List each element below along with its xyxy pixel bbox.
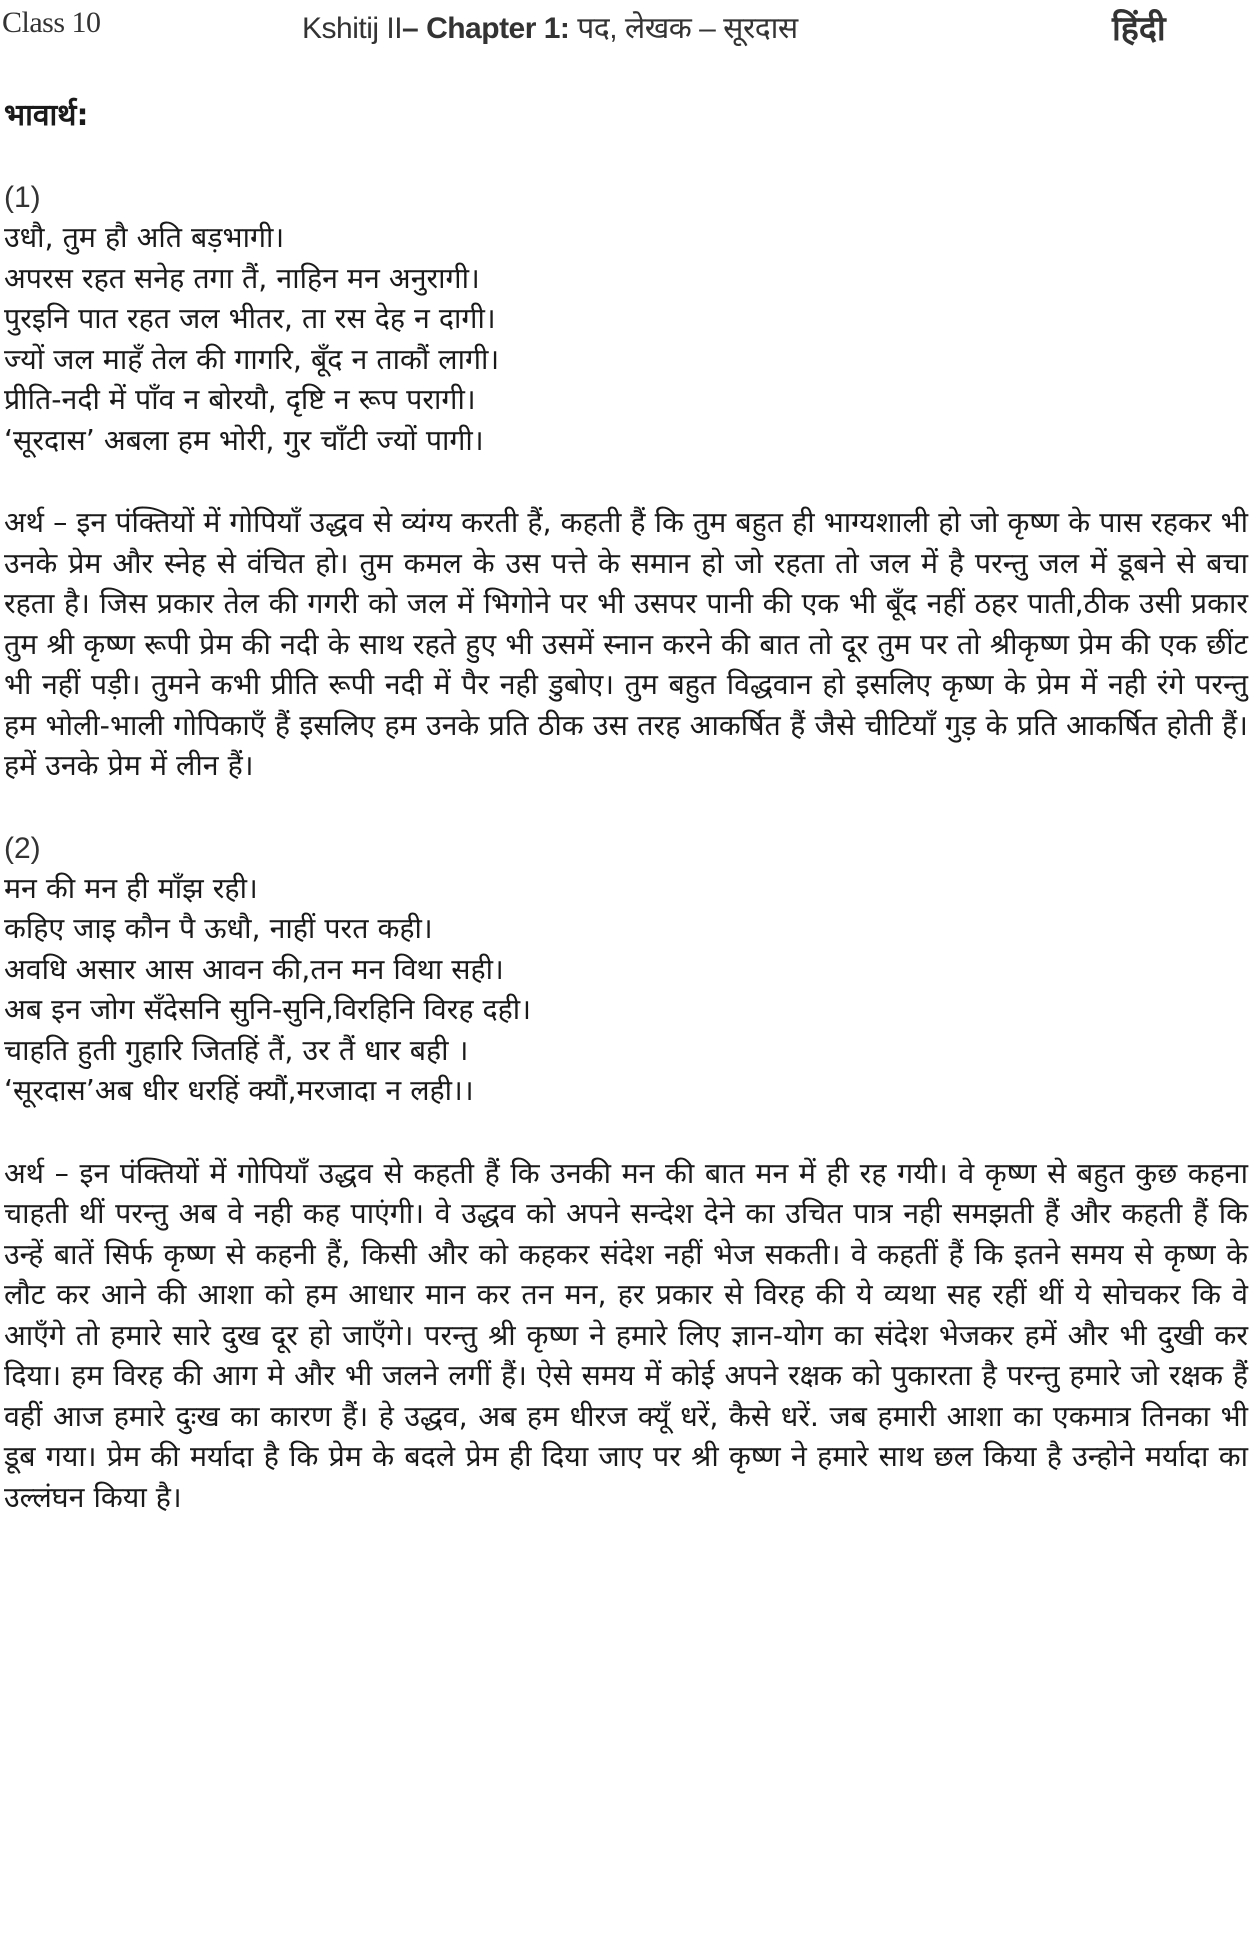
- subject-label: हिंदी: [1112, 10, 1166, 48]
- verse-line: ‘सूरदास’अब धीर धरहिं क्यौं,मरजादा न लही।।: [4, 1074, 474, 1107]
- verse-line: अवधि असार आस आवन की,तन मन विथा सही।: [4, 952, 504, 986]
- chapter-heading: [302, 6, 798, 47]
- verse-number: (2): [4, 831, 41, 865]
- verse-1: [4, 178, 1252, 461]
- verse-line: अब इन जोग सँदेसनि सुनि-सुनि,विरहिनि विरह दही।: [4, 993, 531, 1026]
- verse-line: प्रीति-नदी में पाँव न बोरयौ, दृष्टि न रूप परागी।: [4, 383, 476, 416]
- verse-line: ‘सूरदास’ अबला हम भोरी, गुर चाँटी ज्यों पागी।: [4, 423, 484, 457]
- class-label: Class 10: [2, 6, 101, 39]
- section-heading: भावार्थ:: [4, 98, 89, 133]
- verse-number: (1): [4, 181, 41, 214]
- verse-line: चाहति हुती गुहारि जितहिं तैं, उर तैं धार बही ।: [4, 1033, 469, 1067]
- chapter-title: पद, लेखक – सूरदास: [569, 12, 798, 45]
- document-body: [4, 96, 1252, 1560]
- header-separator: –: [402, 12, 427, 45]
- verse-line: उधौ, तुम हौ अति बड़भागी।: [4, 221, 285, 254]
- verse-line: पुरइनि पात रहत जल भीतर, ता रस देह न दागी।: [4, 302, 496, 335]
- verse-2-meaning: अर्थ – इन पंक्तियों में गोपियाँ उद्धव से कहती हैं कि उनकी मन की बात मन में ही रह गयी। वे कृष्ण से बहुत कुछ कहना चाहती थीं परन्तु अब वे नही कह पाएंगी। वे उद्धव को अपने सन्देश देने का उचित पात्र नही समझती हैं और कहती हैं कि उन्हें बातें सिर्फ कृष्ण से कहनी हैं, किसी और को कहकर संदेश नहीं भेज सकती। वे कहतीं हैं कि इतने समय से कृष्ण के लौट कर आने की आशा को हम आधार मान कर तन मन, हर प्रकार से विरह की ये व्यथा सह रहीं थीं ये सोचकर कि वे आएँगे तो हमारे सारे दुख दूर हो जाएँगे। परन्तु श्री कृष्ण ने हमारे लिए ज्ञान-योग का संदेश भेजकर हमें और भी दुखी कर दिया। हम विरह की आग मे और भी जलने लगीं हैं। ऐसे समय में कोई अपने रक्षक को पुकारता है परन्तु हमारे जो रक्षक हैं वहीं आज हमारे दुःख का कारण हैं। हे उद्धव, अब हम धीरज क्यूँ धरें, कैसे धरें. जब हमारी आशा का एकमात्र तिनका भी डूब गया। प्रेम की मर्यादा है कि प्रेम के बदले प्रेम ही दिया जाए पर श्री कृष्ण ने हमारे साथ छल किया है उन्होने मर्यादा का उल्लंघन किया है।: [4, 1156, 1248, 1514]
- verse-line: अपरस रहत सनेह तगा तैं, नाहिन मन अनुरागी।: [4, 261, 480, 295]
- chapter-label: Chapter 1:: [426, 12, 570, 45]
- verse-line: कहिए जाइ कौन पै ऊधौ, नाहीं परत कही।: [4, 912, 433, 945]
- page-header: [0, 4, 1254, 50]
- verse-1-meaning: अर्थ – इन पंक्तियों में गोपियाँ उद्धव से व्यंग्य करती हैं, कहती हैं कि तुम बहुत ही भाग्यशाली हो जो कृष्ण के पास रहकर भी उनके प्रेम और स्नेह से वंचित हो। तुम कमल के उस पत्ते के समान हो जो रहता तो जल में है परन्तु जल में डूबने से बचा रहता है। जिस प्रकार तेल की गगरी को जल में भिगोने पर भी उसपर पानी की एक भी बूँद नहीं ठहर पाती,ठीक उसी प्रकार तुम श्री कृष्ण रूपी प्रेम की नदी के साथ रहते हुए भी उसमें स्नान करने की बात तो दूर तुम पर तो श्रीकृष्ण प्रेम की एक छींट भी नहीं पड़ी। तुमने कभी प्रीति रूपी नदी में पैर नही डुबोए। तुम बहुत विद्धवान हो इसलिए कृष्ण के प्रेम में नही रंगे परन्तु हम भोली-भाली गोपिकाएँ हैं इसलिए हम उनके प्रति ठीक उस तरह आकर्षित हैं जैसे चीटियाँ गुड़ के प्रति आकर्षित होती हैं। हमें उनके प्रेम में लीन हैं।: [4, 506, 1248, 782]
- verse-line: मन की मन ही माँझ रही।: [4, 871, 258, 905]
- verse-line: ज्यों जल माहँ तेल की गागरि, बूँद न ताकौं लागी।: [4, 342, 500, 376]
- verse-2: [4, 829, 1252, 1112]
- book-name: Kshitij II: [302, 12, 403, 45]
